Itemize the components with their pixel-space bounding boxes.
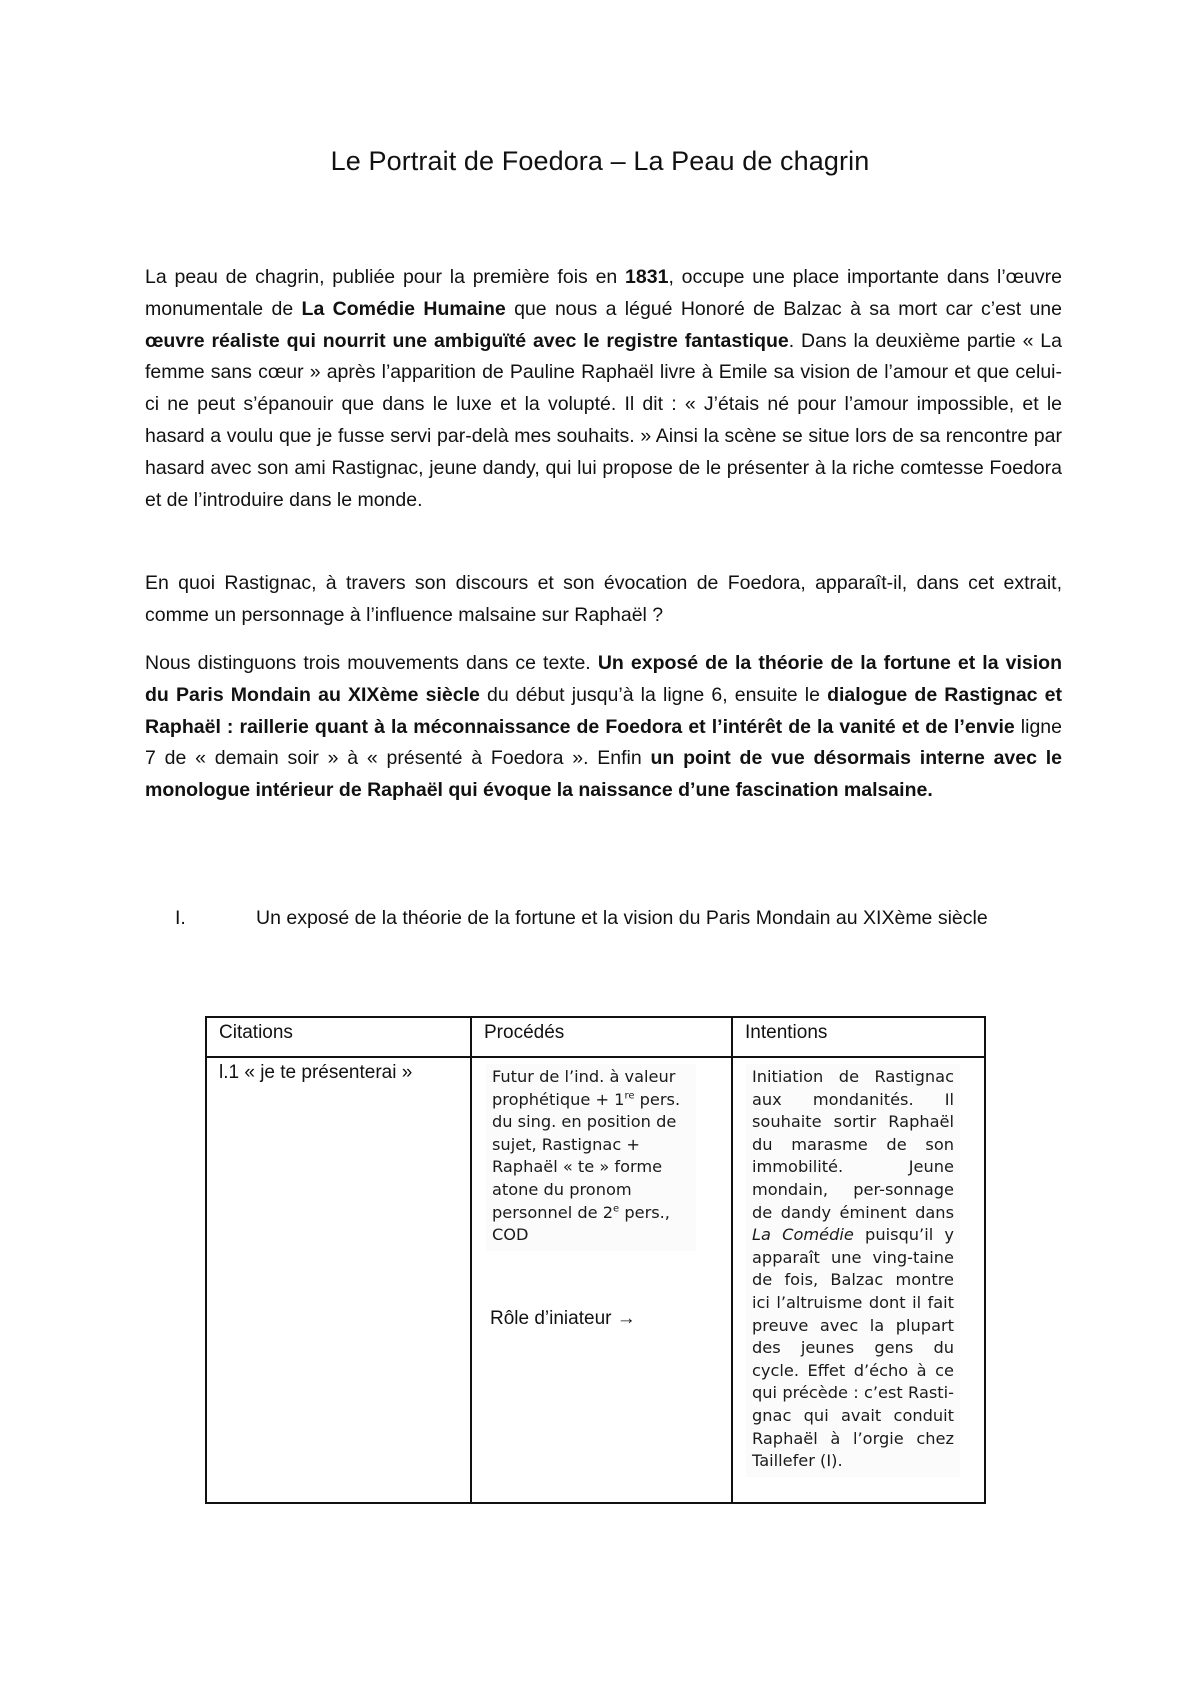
movement-1: Un exposé de la théorie de la fortune et la vision du Paris Mondain au XIXème siècle xyxy=(145,652,1063,706)
section-number: I. xyxy=(175,907,186,929)
plan-paragraph xyxy=(145,648,1062,807)
text-span: Initiation de Rastignac aux mondanités. Il souhaite sortir Raphaël du marasme de son immobilité. Jeune mondain, per-sonnage de dandy éminent dans xyxy=(752,1067,954,1222)
text-span: puisqu’il y apparaît une ving-taine de fois, Balzac montre ici l’altruisme dont il fait preuve avec la plupart des jeunes gens du cycle. Effet d’écho à ce qui précède : c’est Rasti-gnac qui avait conduit Raphaël à l’orgie chez Taillefer (I). xyxy=(752,1225,954,1471)
analysis-table xyxy=(205,1016,986,1504)
problematic-paragraph: En quoi Rastignac, à travers son discours et son évocation de Foedora, apparaît-il, dans cet extrait, comme un personnage à l’influence malsaine sur Raphaël ? xyxy=(145,572,1062,626)
text-span: que nous a légué Honoré de Balzac à sa mort car c’est une xyxy=(505,297,1062,320)
movement-2: dialogue de Rastignac et Raphaël : raillerie quant à la méconnaissance de Foedora et l’intérêt de la vanité et de l’envie xyxy=(145,683,1062,738)
text-span: , occupe une place importante dans l’œuvre monumentale de xyxy=(145,266,1063,320)
superscript: e xyxy=(613,1203,620,1215)
intro-paragraph xyxy=(145,262,1062,516)
text-span: . Dans la deuxième partie « La femme sans cœur » après l’apparition de Pauline Raphaël livre à Emile sa vision de l’amour et que celui-ci ne peut s’épanouir que dans le luxe et la volupté. Il dit : « J’étais né pour l’amour impossible, et le hasard a voulu que je fusse servi par-delà mes souhaits. » Ainsi la scène se situe lors de sa rencontre par hasard avec son ami Rastignac, jeune dandy, qui lui propose de le présenter à la riche comtesse Foedora et de l’introduire dans le monde. xyxy=(145,329,1062,511)
text-span: Futur de l’ind. à valeur prophétique + 1 xyxy=(492,1067,676,1109)
header-citations: Citations xyxy=(206,1017,471,1057)
cell-citation xyxy=(206,1057,471,1503)
table-row xyxy=(206,1057,985,1503)
italic-work-title: La Comédie xyxy=(752,1225,854,1245)
publication-year: 1831 xyxy=(625,266,669,288)
role-text: Rôle d’iniateur → xyxy=(490,1308,636,1329)
header-procedes: Procédés xyxy=(471,1017,732,1057)
text-span: Nous distinguons trois mouvements dans ce texte. xyxy=(145,652,598,674)
bold-phrase: œuvre réaliste qui nourrit une ambiguïté avec le registre fantastique xyxy=(145,329,789,352)
header-intentions: Intentions xyxy=(732,1017,985,1057)
text-span: ligne 7 de « demain soir » à « présenté à Foedora ». Enfin xyxy=(145,715,1062,770)
document-title: Le Portrait de Foedora – La Peau de chagrin xyxy=(330,146,870,176)
text-span: La peau de chagrin, publiée pour la première fois en xyxy=(145,266,626,288)
cell-intentions xyxy=(732,1057,985,1503)
text-span: du début jusqu’à la ligne 6, ensuite le xyxy=(479,683,828,706)
movement-3: un point de vue désormais interne avec le monologue intérieur de Raphaël qui évoque la naissance d’une fascination malsaine. xyxy=(145,747,1063,802)
cell-procedes xyxy=(471,1057,732,1503)
table-header-row xyxy=(206,1017,985,1057)
text-span: pers., COD xyxy=(492,1202,670,1245)
procedes-scanned-text xyxy=(486,1064,696,1251)
section-title: Un exposé de la théorie de la fortune et la vision du Paris Mondain au XIXème siècle xyxy=(256,907,988,929)
citation-text: l.1 « je te présenterai » xyxy=(219,1062,413,1083)
text-span: pers. du sing. en position de sujet, Rastignac + Raphaël « te » forme atone du pronom personnel de 2 xyxy=(492,1089,681,1222)
superscript: re xyxy=(624,1090,635,1102)
intentions-scanned-text xyxy=(746,1064,960,1477)
work-title: La Comédie Humaine xyxy=(301,297,506,320)
